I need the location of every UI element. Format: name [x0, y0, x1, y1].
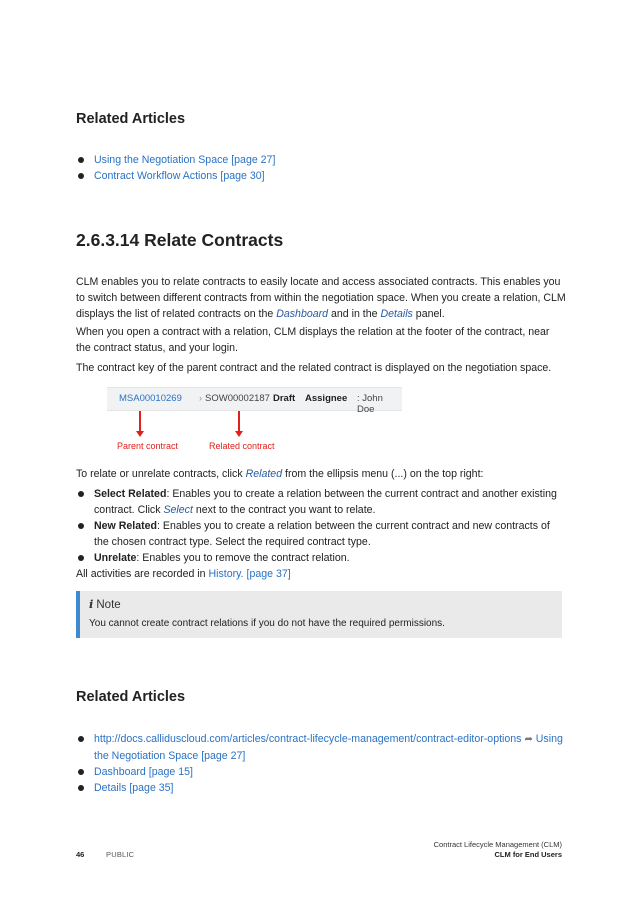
contract-footer-bar: [107, 387, 402, 415]
parent-contract-key[interactable]: MSA00010269: [119, 393, 182, 404]
option-term: Select Related: [94, 488, 167, 500]
assignee-name: : John Doe: [357, 393, 383, 415]
list-item: [76, 731, 566, 764]
text: All activities are recorded in: [76, 568, 209, 580]
list-item: [76, 550, 566, 566]
history-paragraph: [76, 566, 566, 582]
relation-paragraph: When you open a contract with a relation, CLM displays the relation at the footer of the contract, near the contract status, and your login.: [76, 326, 550, 354]
section-title: 2.6.3.14 Relate Contracts: [76, 230, 284, 250]
list-item: [76, 168, 566, 184]
list-item: [76, 152, 566, 168]
text: To relate or unrelate contracts, click: [76, 468, 246, 480]
related-articles-list: [76, 731, 566, 796]
relate-options-list: [76, 486, 566, 566]
link-details[interactable]: Details [page 35]: [94, 782, 174, 794]
option-text: next to the contract you want to relate.: [192, 504, 376, 516]
text: and in the: [328, 308, 381, 320]
history-link[interactable]: History. [page 37]: [208, 568, 291, 580]
contract-key-paragraph: The contract key of the parent contract and the related contract is displayed on the negotiation space.: [76, 362, 552, 374]
parent-arrow-icon: [139, 411, 141, 433]
link-contract-editor-options[interactable]: http://docs.calliduscloud.com/articles/contract-lifecycle-management/contract-editor-options: [94, 733, 522, 745]
chevron-right-icon: ›: [199, 393, 203, 404]
status-label: Draft: [273, 393, 296, 404]
note-text: You cannot create contract relations if you do not have the required permissions.: [89, 618, 445, 629]
details-term: Details: [380, 308, 413, 320]
list-item: [76, 486, 566, 518]
list-item: [76, 764, 566, 780]
external-link-icon: ➦: [524, 734, 533, 745]
text: from the ellipsis menu (...) on the top right:: [282, 468, 484, 480]
related-contract-key[interactable]: SOW00002187: [205, 393, 270, 404]
doc-subtitle: CLM for End Users: [494, 850, 562, 859]
classification-label: PUBLIC: [106, 850, 135, 859]
note-box: [76, 591, 562, 638]
bullet-icon: [78, 555, 84, 561]
link-negotiation-space[interactable]: Using the Negotiation Space [page 27]: [94, 733, 563, 762]
text: CLM enables you to relate contracts to easily locate and access associated contracts. This enables you to switch between different contracts from within the negotiation space. When you create a relation, CLM displays the list of related contracts on the: [76, 276, 566, 320]
related-articles-heading: Related Articles: [76, 689, 186, 705]
list-item: [76, 780, 566, 796]
bullet-icon: [78, 736, 84, 742]
text: panel.: [412, 308, 445, 320]
option-term: Unrelate: [94, 552, 137, 564]
doc-title: Contract Lifecycle Management (CLM): [433, 840, 562, 849]
relate-instructions: [76, 466, 566, 482]
related-articles-heading: Related Articles: [76, 111, 186, 127]
related-articles-list: [76, 152, 566, 184]
related-arrow-icon: [238, 411, 240, 433]
assignee-label: Assignee: [305, 393, 348, 404]
info-icon: i: [89, 597, 94, 611]
dashboard-term: Dashboard: [276, 308, 329, 320]
bullet-icon: [78, 173, 84, 179]
link-contract-workflow-actions[interactable]: Contract Workflow Actions [page 30]: [94, 170, 265, 182]
bullet-icon: [78, 157, 84, 163]
page-number: 46: [76, 850, 85, 859]
bullet-icon: [78, 785, 84, 791]
option-text: : Enables you to create a relation between the current contract and new contracts of the chosen contract type. Select the required contract type.: [94, 520, 550, 548]
select-term: Select: [163, 504, 193, 516]
option-term: New Related: [94, 520, 157, 532]
note-title: [89, 597, 121, 611]
related-term: Related: [245, 468, 283, 480]
related-contract-label: Related contract: [209, 441, 275, 451]
intro-paragraph: [76, 274, 566, 322]
option-text: : Enables you to remove the contract relation.: [136, 552, 350, 564]
parent-contract-label: Parent contract: [117, 441, 179, 451]
link-dashboard[interactable]: Dashboard [page 15]: [94, 766, 193, 778]
list-item: [76, 518, 566, 550]
bullet-icon: [78, 769, 84, 775]
note-title-text: Note: [96, 599, 121, 611]
bullet-icon: [78, 491, 84, 497]
relation-figure: [107, 387, 402, 457]
link-negotiation-space[interactable]: Using the Negotiation Space [page 27]: [94, 154, 276, 166]
bullet-icon: [78, 523, 84, 529]
option-text: : Enables you to create a relation between the current contract and another existing contract. Click: [94, 488, 557, 516]
